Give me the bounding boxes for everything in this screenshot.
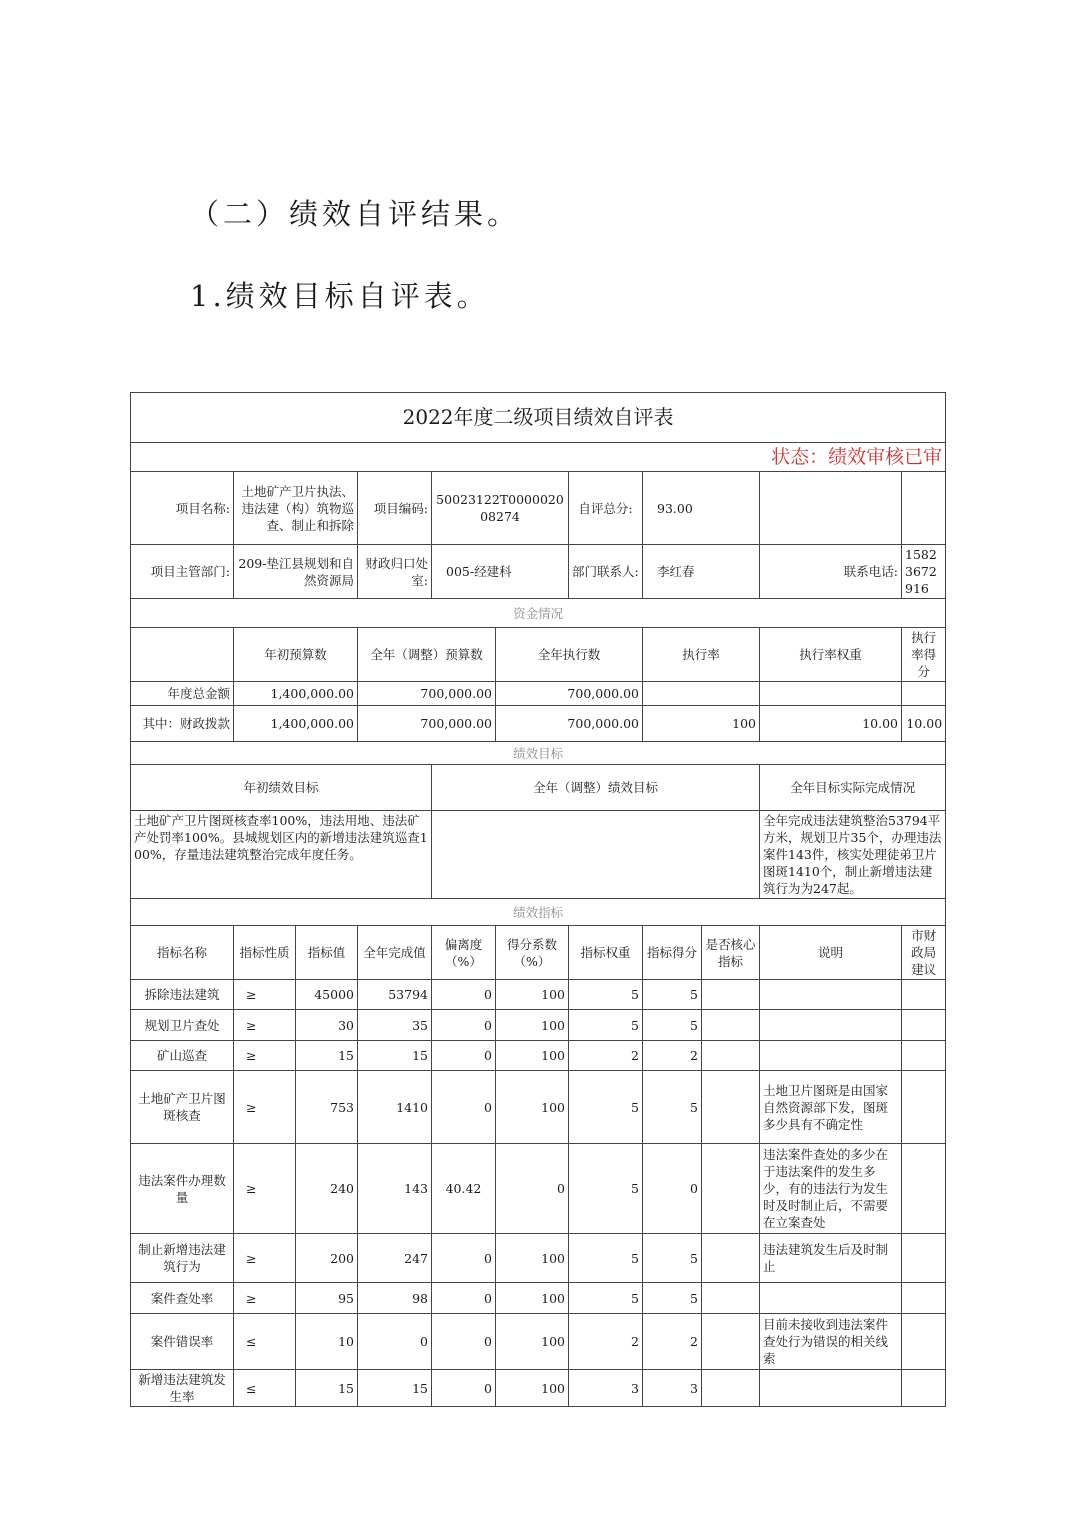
indicator-target: 753: [296, 1071, 358, 1144]
indicator-target: 95: [296, 1283, 358, 1314]
indicator-coefficient: 100: [496, 1010, 569, 1041]
indicator-nature: ≥: [234, 1283, 296, 1314]
indicator-coefficient: 100: [496, 1314, 569, 1370]
indicator-done: 143: [358, 1144, 432, 1234]
funds-executed: 700,000.00: [496, 682, 643, 706]
indicator-row: [131, 980, 946, 1010]
indicator-score: 0: [643, 1144, 702, 1234]
indicator-note: 违法案件查处的多少在于违法案件的发生多少，有的违法行为发生时及时制止后，不需要在立案查处: [760, 1144, 902, 1234]
indicator-note: [760, 1370, 902, 1407]
funds-executed: 700,000.00: [496, 706, 643, 742]
funds-header: 执行率得分: [902, 628, 946, 682]
indicator-core: [702, 1283, 760, 1314]
indicator-score: 2: [643, 1314, 702, 1370]
indicator-nature: ≥: [234, 1010, 296, 1041]
indicator-advice: [902, 1144, 946, 1234]
project-code-label: 项目编码:: [358, 472, 432, 545]
contact-label: 部门联系人:: [569, 545, 643, 599]
funds-row-label: 其中：财政拨款: [131, 706, 234, 742]
goals-header: 全年（调整）绩效目标: [432, 765, 760, 811]
indicator-nature: ≥: [234, 1234, 296, 1283]
indicator-weight: 5: [569, 1283, 643, 1314]
indicator-name: 新增违法建筑发生率: [131, 1370, 234, 1407]
indicator-target: 15: [296, 1370, 358, 1407]
indicator-done: 0: [358, 1314, 432, 1370]
funds-rate: [643, 682, 760, 706]
indicator-name: 规划卫片查处: [131, 1010, 234, 1041]
project-code-value: 50023122T000002008274: [432, 472, 569, 545]
funds-row: [131, 706, 946, 742]
indicator-header: 说明: [760, 926, 902, 980]
indicator-score: 3: [643, 1370, 702, 1407]
indicator-weight: 5: [569, 1010, 643, 1041]
indicator-header: 指标得分: [643, 926, 702, 980]
indicator-note: [760, 980, 902, 1010]
funds-rate: 100: [643, 706, 760, 742]
indicator-header: 偏离度（%）: [432, 926, 496, 980]
project-name-label: 项目名称:: [131, 472, 234, 545]
goals-section-label: 绩效目标: [131, 742, 946, 765]
indicator-core: [702, 1234, 760, 1283]
indicator-nature: ≤: [234, 1314, 296, 1370]
indicator-deviation: 0: [432, 1041, 496, 1071]
funds-score: 10.00: [902, 706, 946, 742]
indicator-target: 45000: [296, 980, 358, 1010]
indicator-row: [131, 1234, 946, 1283]
indicator-advice: [902, 1234, 946, 1283]
indicator-done: 98: [358, 1283, 432, 1314]
indicator-advice: [902, 1041, 946, 1071]
indicator-coefficient: 100: [496, 1283, 569, 1314]
funds-header: 年初预算数: [234, 628, 358, 682]
indicator-weight: 3: [569, 1370, 643, 1407]
indicator-name: 拆除违法建筑: [131, 980, 234, 1010]
indicator-note: 土地卫片图斑是由国家自然资源部下发，图斑多少具有不确定性: [760, 1071, 902, 1144]
indicators-section-label: 绩效指标: [131, 899, 946, 926]
finance-office-label: 财政归口处室:: [358, 545, 432, 599]
funds-initial: 1,400,000.00: [234, 706, 358, 742]
indicator-deviation: 0: [432, 980, 496, 1010]
funds-header: 全年执行数: [496, 628, 643, 682]
indicator-header: 全年完成值: [358, 926, 432, 980]
indicator-deviation: 0: [432, 1370, 496, 1407]
indicator-score: 5: [643, 1234, 702, 1283]
indicator-nature: ≥: [234, 980, 296, 1010]
section-heading: （二）绩效自评结果。: [190, 197, 521, 231]
funds-adjusted: 700,000.00: [358, 682, 496, 706]
indicator-advice: [902, 1314, 946, 1370]
indicator-advice: [902, 1370, 946, 1407]
funds-weight: 10.00: [760, 706, 902, 742]
indicator-done: 1410: [358, 1071, 432, 1144]
indicator-header: 是否核心指标: [702, 926, 760, 980]
funds-score: [902, 682, 946, 706]
indicator-name: 土地矿产卫片图斑核查: [131, 1071, 234, 1144]
indicator-nature: ≤: [234, 1370, 296, 1407]
indicator-coefficient: 0: [496, 1144, 569, 1234]
project-name-value: 土地矿产卫片执法、违法建（构）筑物巡查、制止和拆除: [234, 472, 358, 545]
indicator-deviation: 0: [432, 1314, 496, 1370]
indicator-header: 指标权重: [569, 926, 643, 980]
phone-label: 联系电话:: [760, 545, 902, 599]
funds-initial: 1,400,000.00: [234, 682, 358, 706]
indicator-weight: 2: [569, 1314, 643, 1370]
funds-header: 全年（调整）预算数: [358, 628, 496, 682]
indicator-deviation: 0: [432, 1234, 496, 1283]
funds-weight: [760, 682, 902, 706]
indicator-coefficient: 100: [496, 980, 569, 1010]
indicator-deviation: 0: [432, 1071, 496, 1144]
indicator-note: [760, 1283, 902, 1314]
indicator-done: 247: [358, 1234, 432, 1283]
indicator-row: [131, 1041, 946, 1071]
indicator-coefficient: 100: [496, 1041, 569, 1071]
indicator-core: [702, 1010, 760, 1041]
goals-header: 全年目标实际完成情况: [760, 765, 946, 811]
funds-row-label: 年度总金额: [131, 682, 234, 706]
goal-adjusted: [432, 811, 760, 899]
indicator-nature: ≥: [234, 1071, 296, 1144]
blank-cell: [131, 628, 234, 682]
indicator-core: [702, 1041, 760, 1071]
indicator-note: [760, 1041, 902, 1071]
indicator-row: [131, 1283, 946, 1314]
dept-value: 209-垫江县规划和自然资源局: [234, 545, 358, 599]
indicator-coefficient: 100: [496, 1071, 569, 1144]
indicator-advice: [902, 1071, 946, 1144]
funds-header: 执行率权重: [760, 628, 902, 682]
indicator-note: 目前未接收到违法案件查处行为错误的相关线索: [760, 1314, 902, 1370]
finance-office-value: 005-经建科: [432, 545, 569, 599]
indicator-note: 违法建筑发生后及时制止: [760, 1234, 902, 1283]
indicator-target: 30: [296, 1010, 358, 1041]
indicator-row: [131, 1071, 946, 1144]
indicator-score: 5: [643, 1010, 702, 1041]
indicator-header: 指标值: [296, 926, 358, 980]
indicator-row: [131, 1314, 946, 1370]
indicator-core: [702, 980, 760, 1010]
indicator-done: 53794: [358, 980, 432, 1010]
indicator-nature: ≥: [234, 1144, 296, 1234]
phone-value: 15823672916: [902, 545, 946, 599]
indicator-weight: 2: [569, 1041, 643, 1071]
funds-adjusted: 700,000.00: [358, 706, 496, 742]
indicator-deviation: 40.42: [432, 1144, 496, 1234]
indicator-weight: 5: [569, 1234, 643, 1283]
contact-value: 李红春: [643, 545, 760, 599]
indicator-target: 10: [296, 1314, 358, 1370]
indicator-name: 案件查处率: [131, 1283, 234, 1314]
indicator-header: 指标名称: [131, 926, 234, 980]
indicator-name: 制止新增违法建筑行为: [131, 1234, 234, 1283]
indicator-core: [702, 1144, 760, 1234]
indicator-name: 矿山巡查: [131, 1041, 234, 1071]
funds-section-label: 资金情况: [131, 599, 946, 628]
indicator-name: 违法案件办理数量: [131, 1144, 234, 1234]
indicator-target: 15: [296, 1041, 358, 1071]
goal-initial: 土地矿产卫片图斑核查率100%，违法用地、违法矿产处罚率100%。县城规划区内的新增违法建筑巡查100%，存量违法建筑整治完成年度任务。: [131, 811, 432, 899]
indicator-deviation: 0: [432, 1010, 496, 1041]
status-label: 状态：绩效审核已审: [131, 443, 946, 472]
score-value: 93.00: [643, 472, 760, 545]
indicator-done: 35: [358, 1010, 432, 1041]
indicator-target: 240: [296, 1144, 358, 1234]
indicator-core: [702, 1370, 760, 1407]
goal-actual: 全年完成违法建筑整治53794平方米，规划卫片35个，办理违法案件143件，核实处理徒弟卫片图斑1410个，制止新增违法建筑行为为247起。: [760, 811, 946, 899]
indicator-weight: 5: [569, 1144, 643, 1234]
indicator-score: 5: [643, 1283, 702, 1314]
indicator-header: 市财政局建议: [902, 926, 946, 980]
table-title: 2022年度二级项目绩效自评表: [131, 393, 946, 443]
indicator-nature: ≥: [234, 1041, 296, 1071]
indicator-name: 案件错误率: [131, 1314, 234, 1370]
indicator-advice: [902, 1010, 946, 1041]
performance-table: [130, 392, 946, 1407]
indicator-coefficient: 100: [496, 1370, 569, 1407]
indicator-weight: 5: [569, 1071, 643, 1144]
indicator-row: [131, 1144, 946, 1234]
indicator-score: 2: [643, 1041, 702, 1071]
indicator-deviation: 0: [432, 1283, 496, 1314]
indicator-core: [702, 1071, 760, 1144]
subsection-heading: 1.绩效目标自评表。: [190, 279, 490, 313]
indicator-advice: [902, 980, 946, 1010]
blank-cell: [760, 472, 902, 545]
blank-cell: [902, 472, 946, 545]
indicator-core: [702, 1314, 760, 1370]
indicator-score: 5: [643, 1071, 702, 1144]
funds-header: 执行率: [643, 628, 760, 682]
score-label: 自评总分:: [569, 472, 643, 545]
indicator-header: 得分系数（%）: [496, 926, 569, 980]
indicator-target: 200: [296, 1234, 358, 1283]
indicator-done: 15: [358, 1370, 432, 1407]
indicator-row: [131, 1010, 946, 1041]
funds-row: [131, 682, 946, 706]
indicator-weight: 5: [569, 980, 643, 1010]
indicator-coefficient: 100: [496, 1234, 569, 1283]
indicator-row: [131, 1370, 946, 1407]
indicator-header: 指标性质: [234, 926, 296, 980]
goals-header: 年初绩效目标: [131, 765, 432, 811]
indicator-done: 15: [358, 1041, 432, 1071]
indicator-advice: [902, 1283, 946, 1314]
dept-label: 项目主管部门:: [131, 545, 234, 599]
indicator-score: 5: [643, 980, 702, 1010]
indicator-note: [760, 1010, 902, 1041]
